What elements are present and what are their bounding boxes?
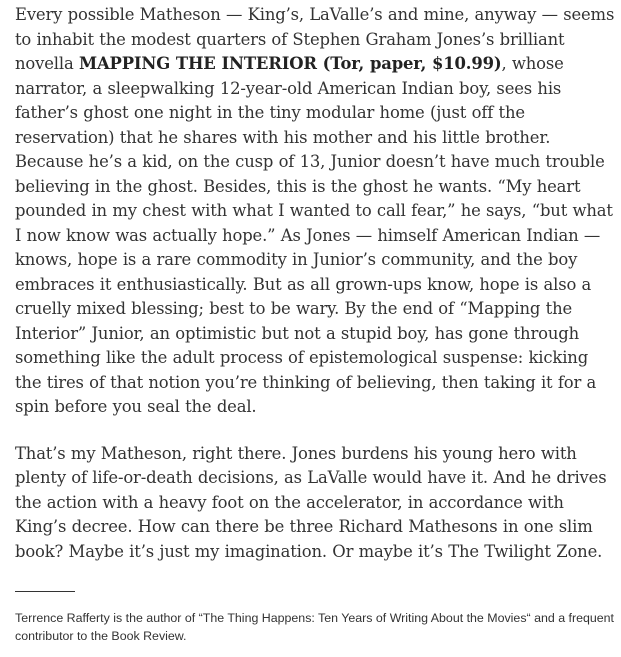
paragraph-intro: Every possible Matheson — King’s, LaValle’s and mine, anyway — seems to inhabit the modest quarters of Stephen Graham Jones’s brilliant novella [15,5,615,73]
author-bio: Terrence Rafferty is the author of “The Thing Happens: Ten Years of Writing About the Movies“ and a frequent contributor to the Book Review. [15,611,614,643]
article-body [15,0,615,645]
book-title: MAPPING THE INTERIOR (Tor, paper, $10.99) [78,54,502,73]
article-paragraph: That’s my Matheson, right there. Jones burdens his young hero with plenty of life-or-death decisions, as LaValle would have it. And he drives the action with a heavy foot on the accelerator, in accordance with King’s decree. How can there be three Richard Mathesons in one slim book? Maybe it’s just my imagination. Or maybe it’s The Twilight Zone. [15,443,607,561]
divider [15,591,75,592]
article-paragraph [15,0,615,420]
paragraph-rest: , whose narrator, a sleepwalking 12-year-old American Indian boy, sees his father’s ghost one night in the tiny modular home (just off the reservation) that he shares with his mother and his little brother. Because he’s a kid, on the cusp of 13, Junior doesn’t have much trouble believing in the ghost. Besides, this is the ghost he wants. “My heart pounded in my chest with what I wanted to call fear,” he says, “but what I now know was actually hope.” As Jones — himself American Indian — knows, hope is a rare commodity in Junior’s community, and the boy embraces it enthusiastically. But as all grown-ups know, hope is also a cruelly mixed blessing; best to be wary. By the end of “Mapping the Interior” Junior, an optimistic but not a stupid boy, has gone through something like the adult process of epistemological suspense: kicking the tires of that notion you’re thinking of believing, then taking it for a spin before you seal the deal. [15,54,613,416]
